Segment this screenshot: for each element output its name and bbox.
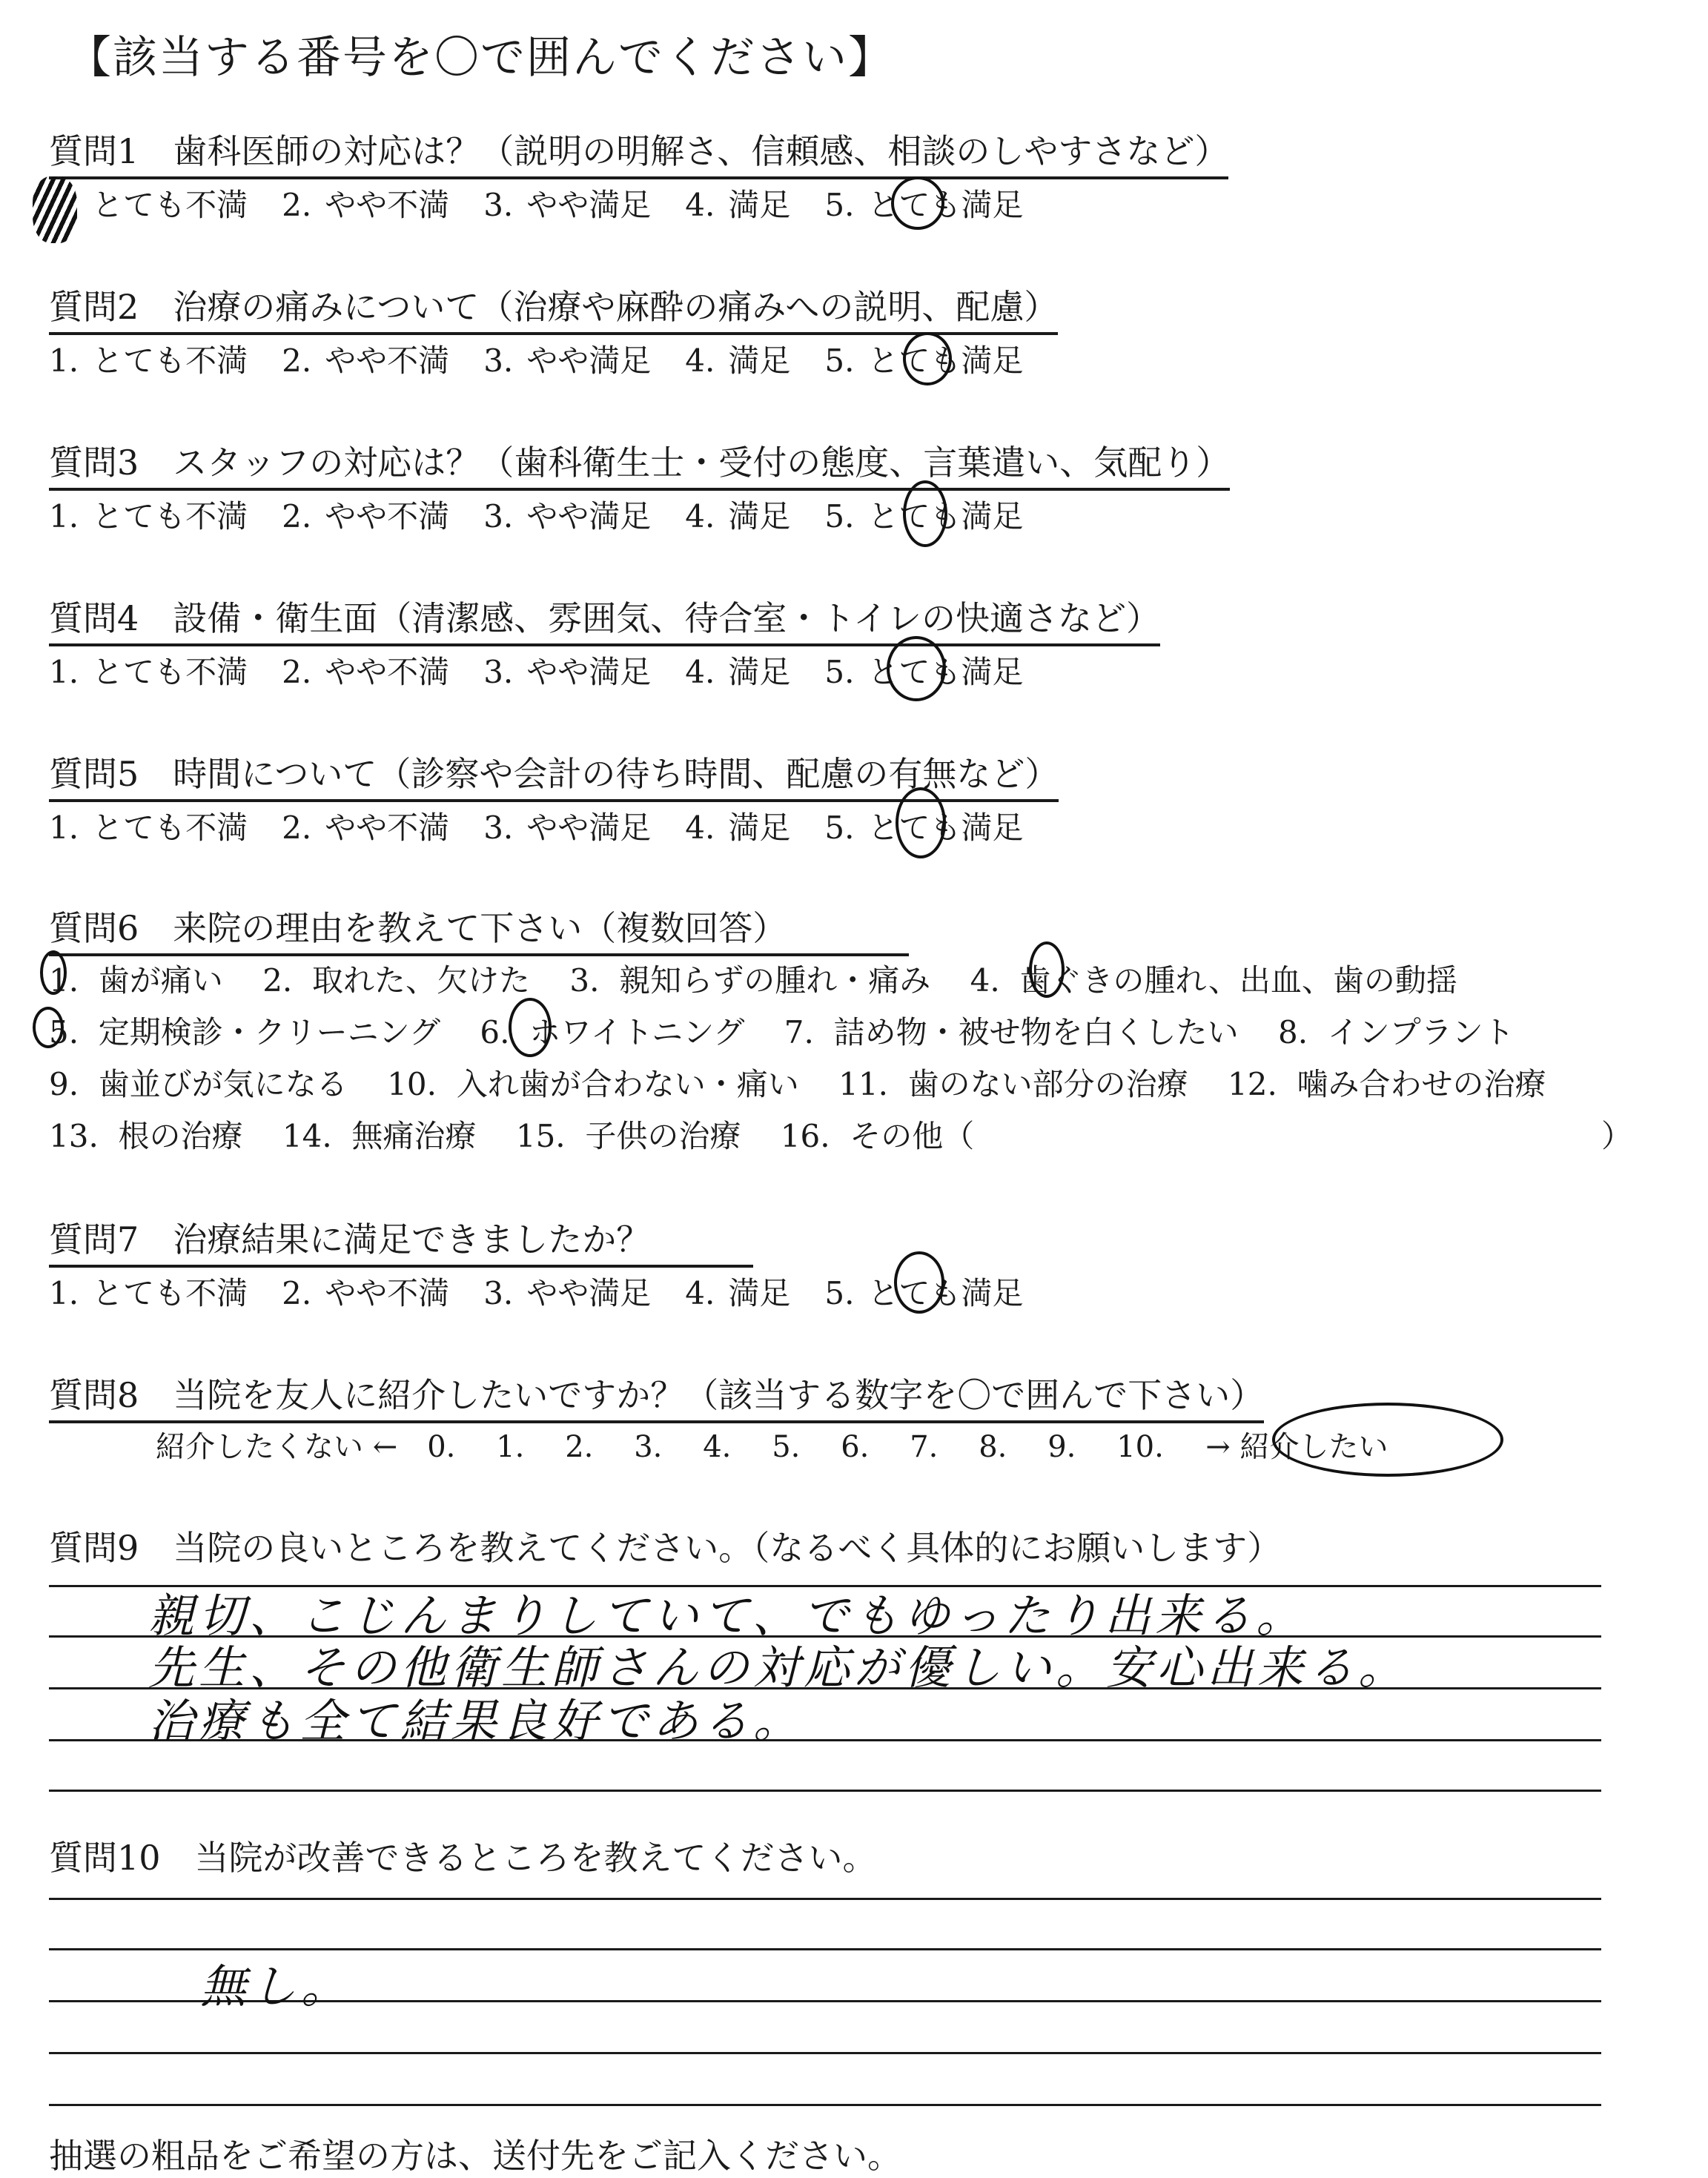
q6-option-16[interactable]: 16. その他（ (780, 1118, 975, 1154)
q6-option-11[interactable]: 11. 歯のない部分の治療 (838, 1066, 1188, 1102)
answer-line (49, 2104, 1601, 2106)
q1-option-2[interactable]: 2. やや不満 (282, 187, 450, 223)
q6-option-5[interactable]: 5. 定期検診・クリーニング (49, 1014, 440, 1050)
question-7: 質問7 治療結果に満足できましたか？ (49, 1213, 753, 1268)
q4-option-2[interactable]: 2. やや不満 (282, 654, 450, 690)
q3-option-2[interactable]: 2. やや不満 (282, 498, 450, 534)
q8-option-8[interactable]: 8. (979, 1430, 1007, 1464)
q6-option-6[interactable]: 6. ホワイトニング (480, 1014, 745, 1050)
q1-option-5[interactable]: 5. とても満足 (824, 187, 1024, 223)
q2-option-5[interactable]: 5. とても満足 (824, 342, 1024, 379)
question-8: 質問8 当院を友人に紹介したいですか？（該当する数字を〇で囲んで下さい） (49, 1368, 1264, 1423)
q3-option-1[interactable]: 1. とても不満 (49, 498, 248, 534)
q1-option-4[interactable]: 4. 満足 (685, 187, 791, 223)
question-6: 質問6 来院の理由を教えて下さい（複数回答） (49, 901, 909, 956)
q7-selection-circle (894, 1251, 944, 1314)
q1-selection-circle (891, 176, 944, 230)
q5-option-3[interactable]: 3. やや満足 (483, 810, 652, 846)
q8-left-label: 紹介したくない ← (156, 1430, 398, 1464)
q4-option-4[interactable]: 4. 満足 (685, 654, 791, 690)
q7-option-4[interactable]: 4. 満足 (685, 1275, 791, 1311)
q6-option-8[interactable]: 8. インプラント (1277, 1014, 1515, 1050)
q4-option-5[interactable]: 5. とても満足 (824, 654, 1024, 690)
q6-selection-circle-6 (509, 998, 552, 1057)
answer-line (49, 1790, 1601, 1792)
q8-option-5[interactable]: 5. (772, 1430, 801, 1464)
q5-option-1[interactable]: 1. とても不満 (49, 810, 248, 846)
q6-option-4[interactable]: 4. 歯ぐきの腫れ、出血、歯の動揺 (970, 962, 1457, 999)
q6-selection-circle-1 (40, 950, 67, 995)
q6-row-4 (49, 1112, 974, 1156)
q6-option-3[interactable]: 3. 親知らずの腫れ・痛み (569, 962, 931, 999)
q1-option-3[interactable]: 3. やや満足 (483, 187, 652, 223)
q5-option-4[interactable]: 4. 満足 (685, 810, 791, 846)
q6-row-3 (49, 1060, 1546, 1105)
question-9: 質問9 当院の良いところを教えてください。（なるべく具体的にお願いします） (49, 1528, 1282, 1568)
q3-option-4[interactable]: 4. 満足 (685, 498, 791, 534)
q6-selection-circle-4 (1029, 941, 1065, 998)
q8-option-4[interactable]: 4. (703, 1430, 732, 1464)
q2-option-4[interactable]: 4. 満足 (685, 342, 791, 379)
q6-option-7[interactable]: 7. 詰め物・被せ物を白くしたい (784, 1014, 1239, 1050)
q9-handwritten-line-1: 親切、こじんまりしていて、でもゆったり出来る。 (148, 1589, 1307, 1643)
q6-row-2 (49, 1008, 1515, 1053)
question-5: 質問5 時間について（診察や会計の待ち時間、配慮の有無など） (49, 747, 1059, 802)
question-3: 質問3 スタッフの対応は？（歯科衛生士・受付の態度、言葉遣い、気配り） (49, 436, 1230, 491)
q4-option-3[interactable]: 3. やや満足 (483, 654, 652, 690)
q8-option-2[interactable]: 2. (565, 1430, 594, 1464)
q5-option-5[interactable]: 5. とても満足 (824, 810, 1024, 846)
q3-option-5[interactable]: 5. とても満足 (824, 498, 1024, 534)
q6-option-15[interactable]: 15. 子供の治療 (515, 1118, 741, 1154)
q8-option-3[interactable]: 3. (634, 1430, 663, 1464)
q8-selection-circle (1272, 1403, 1503, 1477)
q6-option-14[interactable]: 14. 無痛治療 (282, 1118, 477, 1154)
q9-handwritten-line-3: 治療も全て結果良好である。 (148, 1694, 804, 1748)
answer-line (49, 1898, 1601, 1900)
q8-option-6[interactable]: 6. (841, 1430, 870, 1464)
q3-selection-circle (903, 480, 947, 547)
q7-option-1[interactable]: 1. とても不満 (49, 1275, 248, 1311)
q8-option-9[interactable]: 9. (1047, 1430, 1076, 1464)
q2-option-3[interactable]: 3. やや満足 (483, 342, 652, 379)
q8-option-10[interactable]: 10. (1116, 1430, 1164, 1464)
q2-selection-circle (903, 332, 952, 385)
q8-option-1[interactable]: 1. (496, 1430, 525, 1464)
q2-option-2[interactable]: 2. やや不満 (282, 342, 450, 379)
question-10: 質問10 当院が改善できるところを教えてください。 (49, 1838, 877, 1878)
q7-option-5[interactable]: 5. とても満足 (824, 1275, 1024, 1311)
question-4: 質問4 設備・衛生面（清潔感、雰囲気、待合室・トイレの快適さなど） (49, 592, 1160, 646)
q8-right-label[interactable]: → 紹介したい (1205, 1430, 1388, 1464)
q9-handwritten-line-2: 先生、その他衛生師さんの対応が優しい。安心出来る。 (148, 1641, 1409, 1695)
q1-option-1[interactable]: とても不満 (92, 187, 248, 223)
q10-handwritten-answer: 無し。 (200, 1959, 352, 2013)
page-title: 【該当する番号を〇で囲んでください】 (67, 32, 894, 84)
footer-note: 抽選の粗品をご希望の方は、送付先をご記入ください。 (49, 2136, 901, 2176)
q6-option-10[interactable]: 10. 入れ歯が合わない・痛い (387, 1066, 799, 1102)
q8-scale (156, 1423, 1388, 1466)
q4-selection-circle (887, 636, 946, 701)
q2-option-1[interactable]: 1. とても不満 (49, 342, 248, 379)
q6-other-close: ） (1601, 1118, 1633, 1154)
q6-option-12[interactable]: 12. 噛み合わせの治療 (1228, 1066, 1546, 1102)
q6-option-9[interactable]: 9. 歯並びが気になる (49, 1066, 348, 1102)
q8-option-7[interactable]: 7. (910, 1430, 939, 1464)
q6-option-13[interactable]: 13. 根の治療 (49, 1118, 243, 1154)
q6-option-2[interactable]: 2. 取れた、欠けた (262, 962, 530, 999)
q7-option-3[interactable]: 3. やや満足 (483, 1275, 652, 1311)
q5-option-2[interactable]: 2. やや不満 (282, 810, 450, 846)
q6-selection-circle-5 (33, 1007, 64, 1048)
q8-option-0[interactable]: 0. (427, 1430, 456, 1464)
q3-option-3[interactable]: 3. やや満足 (483, 498, 652, 534)
question-2: 質問2 治療の痛みについて（治療や麻酔の痛みへの説明、配慮） (49, 280, 1058, 335)
q7-option-2[interactable]: 2. やや不満 (282, 1275, 450, 1311)
q4-option-1[interactable]: 1. とても不満 (49, 654, 248, 690)
q5-selection-circle (896, 787, 946, 858)
question-1: 質問1 歯科医師の対応は？（説明の明解さ、信頼感、相談のしやすさなど） (49, 125, 1228, 179)
q6-option-1[interactable]: 1. 歯が痛い (49, 962, 223, 999)
answer-line (49, 2052, 1601, 2054)
q6-row-1 (49, 956, 1457, 1001)
